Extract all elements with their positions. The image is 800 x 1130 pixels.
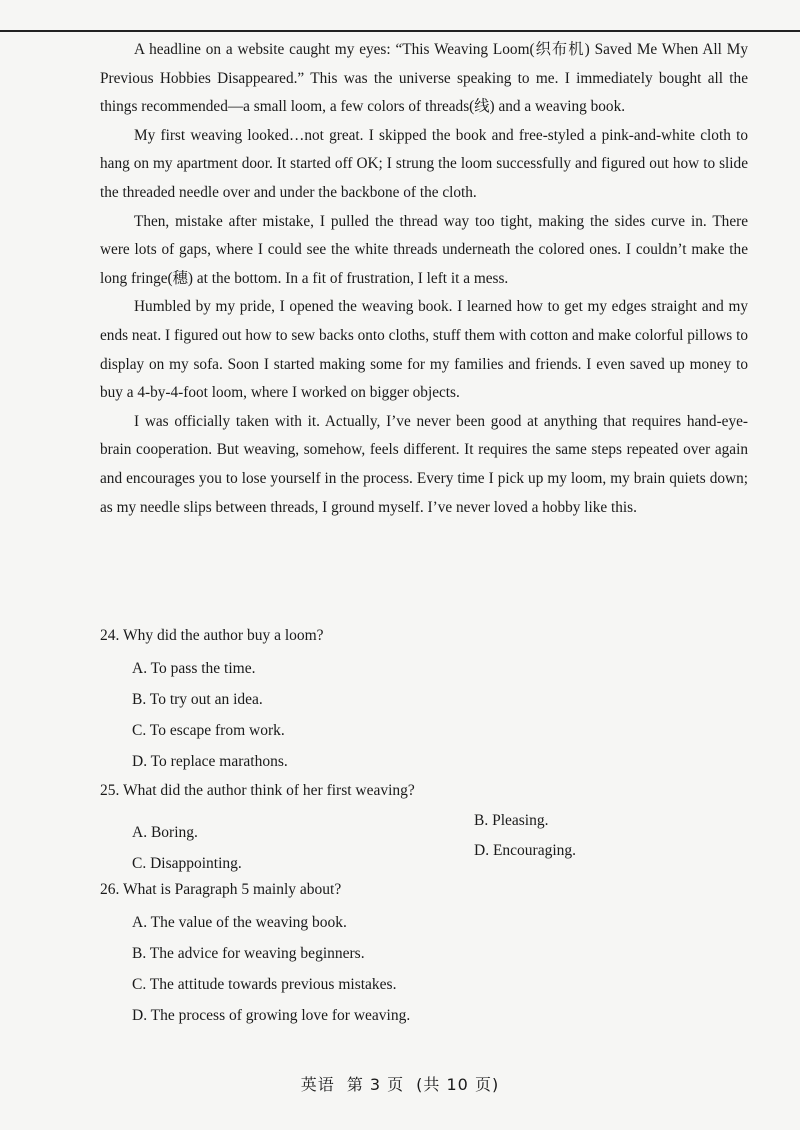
- question-25: [100, 777, 660, 872]
- option-b[interactable]: B. The advice for weaving beginners.: [132, 945, 365, 962]
- option-b[interactable]: B. To try out an idea.: [132, 691, 263, 708]
- question-list: [100, 622, 660, 1031]
- passage-paragraph: Then, mistake after mistake, I pulled the thread way too tight, making the sides curve in. There were lots of gaps, where I could see the white threads underneath the colored ones. I couldn’t make the long fringe(穗) at the bottom. In a fit of frustration, I left it a mess.: [100, 212, 748, 287]
- question-stem: 26. What is Paragraph 5 mainly about?: [100, 881, 342, 898]
- option-a[interactable]: A. To pass the time.: [132, 660, 256, 677]
- question-24: [100, 622, 660, 777]
- page-footer: [0, 1072, 800, 1095]
- passage-paragraph: A headline on a website caught my eyes: “This Weaving Loom(织布机) Saved Me When All My Previous Hobbies Disappeared.” This was the universe speaking to me. I immediately bought all the things recommended—a small loom, a few colors of threads(线) and a weaving book.: [100, 41, 748, 116]
- passage-paragraph: My first weaving looked…not great. I skipped the book and free-styled a pink-and-white cloth to hang on my apartment door. It started off OK; I strung the loom successfully and figured out how to slide the threaded needle over and under the backbone of the cloth.: [100, 126, 748, 201]
- option-grid: [100, 808, 660, 872]
- question-stem: 24. Why did the author buy a loom?: [100, 627, 324, 644]
- question-stem: 25. What did the author think of her first weaving?: [100, 782, 415, 799]
- option-c[interactable]: C. The attitude towards previous mistakes.: [132, 976, 397, 993]
- option-d[interactable]: D. To replace marathons.: [132, 753, 288, 770]
- footer-page-number: 第 3 页: [346, 1075, 405, 1094]
- option-c[interactable]: C. To escape from work.: [132, 722, 285, 739]
- reading-passage: [100, 36, 748, 522]
- passage-paragraph: I was officially taken with it. Actually, I’ve never been good at anything that requires hand-eye-brain cooperation. But weaving, somehow, feels different. It requires the same steps repeated over again and encourages you to lose yourself in the process. Every time I pick up my loom, my brain quiets down; as my needle slips between threads, I ground myself. I’ve never loved a hobby like this.: [100, 412, 748, 516]
- option-a[interactable]: A. The value of the weaving book.: [132, 914, 347, 931]
- option-list: [100, 907, 660, 1031]
- option-c[interactable]: C. Disappointing.: [132, 855, 242, 872]
- question-26: [100, 876, 660, 1031]
- option-a[interactable]: A. Boring.: [132, 824, 198, 841]
- footer-subject: 英语: [300, 1075, 335, 1094]
- option-b[interactable]: B. Pleasing.: [474, 812, 549, 829]
- top-rule: [0, 30, 800, 32]
- option-list: [100, 653, 660, 777]
- option-d[interactable]: D. Encouraging.: [474, 842, 577, 859]
- footer-page-total: (共 10 页): [416, 1075, 500, 1094]
- option-d[interactable]: D. The process of growing love for weaving.: [132, 1007, 411, 1024]
- passage-paragraph: Humbled by my pride, I opened the weaving book. I learned how to get my edges straight and my ends neat. I figured out how to sew backs onto cloths, stuff them with cotton and make colorful pillows to display on my sofa. Soon I started making some for my families and friends. I even saved up money to buy a 4-by-4-foot loom, where I worked on bigger objects.: [100, 298, 748, 402]
